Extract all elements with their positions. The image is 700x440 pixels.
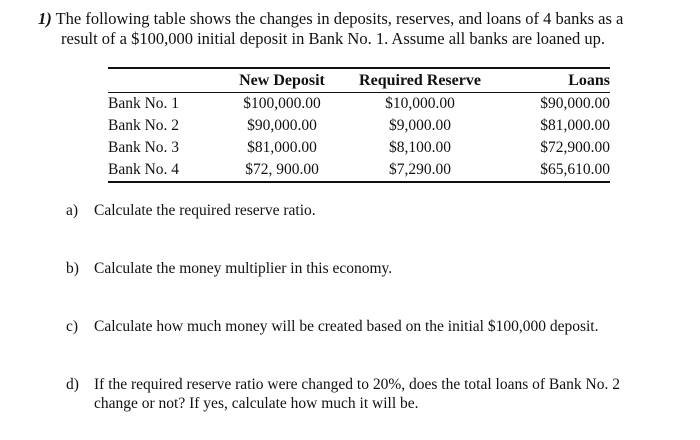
- header-loans: Loans: [568, 72, 610, 89]
- required-reserve-value: $10,000.00: [385, 95, 455, 112]
- subquestion-a: [66, 201, 676, 220]
- new-deposit-value: $100,000.00: [243, 95, 321, 112]
- new-deposit-value: $72, 900.00: [245, 161, 319, 178]
- subquestion-letter: c): [66, 318, 79, 335]
- table-header-row: [108, 68, 610, 93]
- subquestion-text: If the required reserve ratio were changed to 20%, does the total loans of Bank No. 2: [94, 376, 620, 393]
- new-deposit-value: $81,000.00: [247, 139, 317, 156]
- question-number: 1): [38, 9, 52, 28]
- required-reserve-value: $8,100.00: [389, 139, 451, 156]
- bank-table: [108, 67, 610, 183]
- bank-name: Bank No. 3: [108, 139, 180, 156]
- subquestion-letter: a): [66, 202, 79, 219]
- question-text-line-2: result of a $100,000 initial deposit in Bank No. 1. Assume all banks are loaned up.: [61, 29, 605, 48]
- question-text-line-1: The following table shows the changes in deposits, reserves, and loans of 4 banks as a: [55, 9, 624, 28]
- loans-value: $90,000.00: [540, 95, 610, 112]
- subquestion-text: Calculate the money multiplier in this economy.: [94, 260, 393, 277]
- header-new-deposit: New Deposit: [239, 72, 325, 89]
- subquestion-b: [66, 259, 676, 278]
- table-row: [108, 159, 610, 182]
- subquestion-d: [66, 375, 676, 413]
- new-deposit-value: $90,000.00: [247, 117, 317, 134]
- question-prompt: [38, 9, 668, 49]
- header-required-reserve: Required Reserve: [359, 72, 481, 89]
- subquestion-text: Calculate how much money will be created based on the initial $100,000 deposit.: [94, 318, 599, 335]
- table-row: [108, 115, 610, 137]
- loans-value: $81,000.00: [540, 117, 610, 134]
- loans-value: $72,900.00: [540, 139, 610, 156]
- table-row: [108, 137, 610, 159]
- subquestion-letter: d): [66, 376, 79, 393]
- loans-value: $65,610.00: [540, 161, 610, 178]
- subquestion-text: Calculate the required reserve ratio.: [94, 202, 316, 219]
- subquestion-c: [66, 317, 676, 336]
- table-row: [108, 93, 610, 116]
- required-reserve-value: $7,290.00: [389, 161, 451, 178]
- subquestion-text-continued: change or not? If yes, calculate how much it will be.: [94, 395, 419, 412]
- subquestion-letter: b): [66, 260, 79, 277]
- bank-name: Bank No. 1: [108, 95, 180, 112]
- bank-name: Bank No. 2: [108, 117, 180, 134]
- bank-name: Bank No. 4: [108, 161, 180, 178]
- header-bank: [108, 68, 226, 93]
- required-reserve-value: $9,000.00: [389, 117, 451, 134]
